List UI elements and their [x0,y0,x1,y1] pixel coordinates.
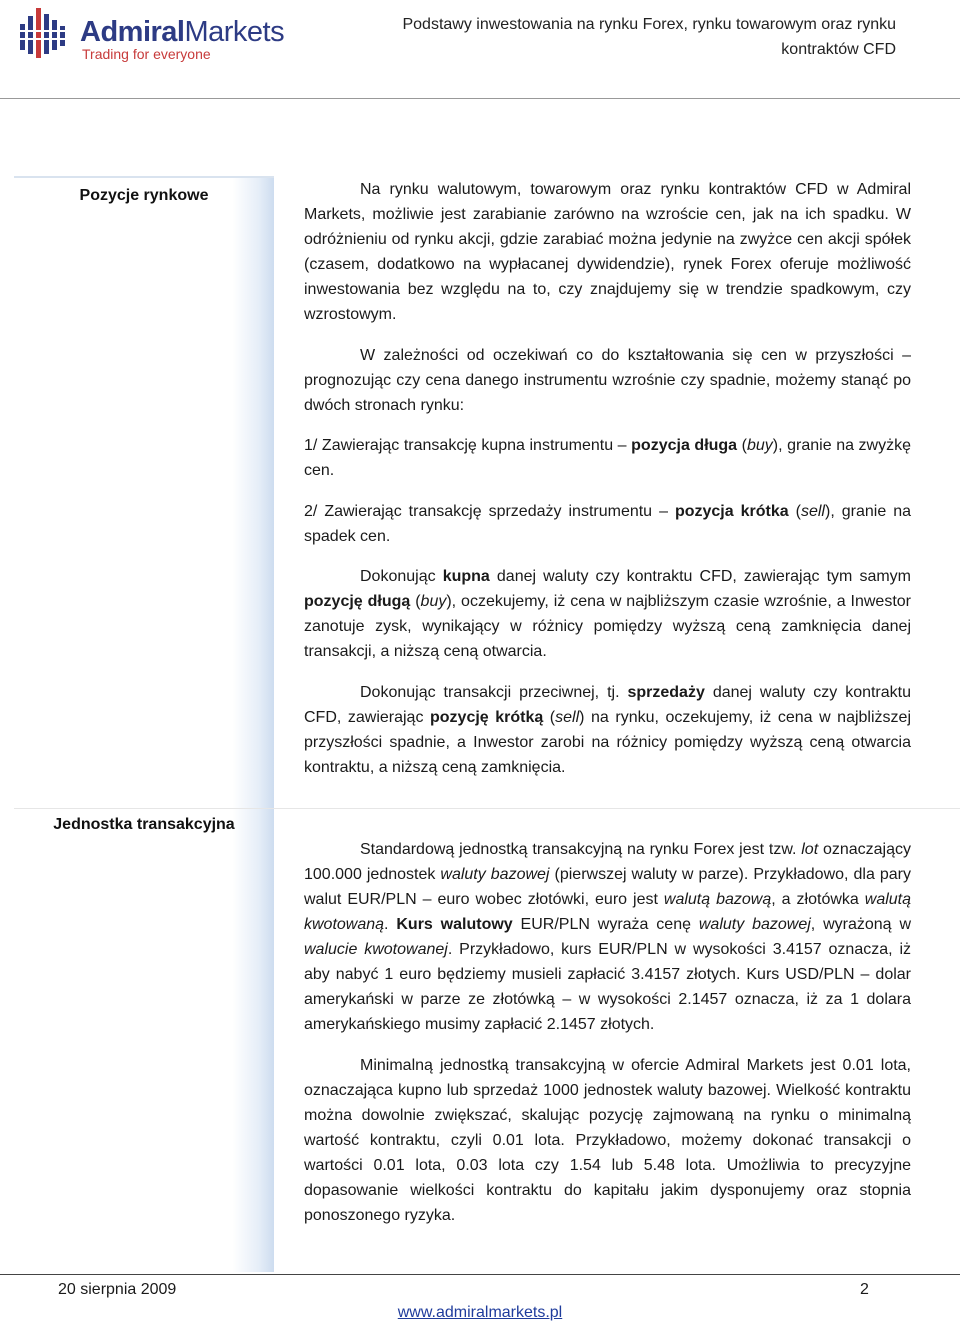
paragraph-long-position [304,433,911,483]
text-run: W zależności od oczekiwań co do kształtowania się cen w przyszłości – prognozując czy cena danego instrumentu wzrośnie czy spadnie, możemy stanąć po dwóch stronach rynku: [304,347,911,414]
italic-term: waluty bazowej [698,916,811,933]
text-run: (pierwszej waluty w parze). Przykładowo, dla pary walut EUR/PLN – euro wobec złotówki, euro jest [304,866,912,908]
paragraph-price-expectations [304,343,911,418]
text-run: , wyrażoną w [810,916,912,933]
bold-term: pozycja krótka [674,503,789,520]
text-run: Dokonując transakcji przeciwnej, tj. [360,684,628,701]
section-label-positions: Pozycje rynkowe [79,187,209,204]
section-label-unit: Jednostka transakcyjna [53,816,235,833]
text-run: . Przykładowo, kurs EUR/PLN w wysokości 3.4157 oznacza, iż aby nabyć 1 euro będziemy musieli zapłacić 3.4157 złotych. Kurs USD/PLN – dolar amerykański w parze ze złotówką – w wysokości 2.1457 oznacza, iż za 1 dolara amerykańskiego musimy zapłacić 2.1457 złotych. [304,941,912,1033]
italic-term: walutą bazową [663,891,772,908]
italic-term: sell [555,709,580,726]
italic-term: walutą kwotowaną [304,891,912,933]
text-run: danej waluty czy kontraktu CFD, zawierając [304,684,911,726]
footer-date: 20 sierpnia 2009 [58,1281,177,1298]
text-run: oznaczający 100.000 jednostek [304,841,911,883]
document-header-title: Podstawy inwestowania na rynku Forex, rynku towarowym oraz rynku kontraktów CFD [402,16,896,58]
text-run: danej waluty czy kontraktu CFD, zawierając tym samym [489,568,911,585]
paragraph-sell-explanation [304,680,911,780]
footer-divider [0,1274,960,1275]
paragraph-short-position [304,499,911,549]
text-run: ), granie na spadek cen. [304,503,911,545]
italic-term: sell [800,503,825,520]
bold-term: kupna [442,568,490,585]
header-divider [0,98,960,99]
text-run: ( [543,709,556,726]
bold-term: sprzedaży [627,684,705,701]
italic-term: lot [801,841,819,858]
text-run: ( [410,593,421,610]
text-run: 1/ Zawierając transakcję kupna instrumentu – [304,437,632,454]
text-run: 2/ Zawierając transakcję sprzedaży instrumentu – [304,503,675,520]
left-label-column [14,176,274,1272]
italic-term: buy [420,593,447,610]
bold-term: pozycja długa [631,437,738,454]
bold-term: pozycję krótką [430,709,544,726]
text-run: ), granie na zwyżkę cen. [304,437,912,479]
paragraph-market-positions [304,177,911,327]
website-link[interactable]: www.admiralmarkets.pl [397,1304,563,1321]
admiral-markets-logo [18,6,285,66]
logo-tagline: Trading for everyone [82,46,211,62]
paragraph-minimum-unit [304,1053,911,1228]
text-run: ( [737,437,747,454]
bold-term: Kurs walutowy [396,916,513,933]
paragraph-standard-lot [304,837,911,1037]
logo-wordmark: AdmiralMarkets [80,16,285,48]
text-run: ) na rynku, oczekujemy, iż cena w najbliższej przyszłości spadnie, a Inwestor zarobi na różnicy pomiędzy wyższą ceną otwarcia kontraktu, a niższą ceną zamknięcia. [304,709,911,776]
logo-mark-icon [18,6,68,60]
text-run: ( [788,503,801,520]
text-run: Dokonując [360,568,443,585]
text-run: ), oczekujemy, iż cena w najbliższym czasie wzrośnie, a Inwestor zanotuje zysk, wynikający w różnicy pomiędzy wyższą ceną zamknięcia danej transakcji, a niższą ceną otwarcia. [304,593,911,660]
text-run: . [384,916,397,933]
page-number: 2 [860,1281,869,1298]
text-run: Standardową jednostką transakcyjną na rynku Forex jest tzw. [360,841,802,858]
italic-term: buy [747,437,773,454]
text-run: , a złotówka [771,891,865,908]
italic-term: walucie kwotowanej [304,941,448,958]
bold-term: pozycję długą [304,593,411,610]
text-run: Minimalną jednostką transakcyjną w ofercie Admiral Markets jest 0.01 lota, oznaczająca kupno lub sprzedaż 1000 jednostek waluty bazowej. Wielkość kontraktu można dowolnie zwiększać, skalując pozycję zajmowaną na rynku o minimalną wartość kontraktu, czyli 0.01 lota. Przykładowo, możemy dokonać transakcji o wartości 0.01 lota, 0.03 lota czy 1.54 lub 5.48 lota. Umożliwia to precyzyjne dopasowanie wielkości kontraktu do kapitału jakim dysponujemy oraz stopnia ponoszonego ryzyka. [304,1057,911,1224]
paragraph-buy-explanation [304,564,911,664]
section-divider [14,808,960,809]
text-run: EUR/PLN wyraża cenę [512,916,699,933]
italic-term: waluty bazowej [440,866,550,883]
text-run: Na rynku walutowym, towarowym oraz rynku kontraktów CFD w Admiral Markets, możliwie jest zarabianie zarówno na wzroście cen, jak na ich spadku. W odróżnieniu od rynku akcji, gdzie zarabiać można jedynie na zwyżce cen akcji spółek (czasem, dodatkowo na wypłacanej dywidendzie), rynek Forex oferuje możliwość inwestowania bez względu na to, czy znajdujemy się w trendzie spadkowym, czy wzrostowym. [304,181,911,323]
